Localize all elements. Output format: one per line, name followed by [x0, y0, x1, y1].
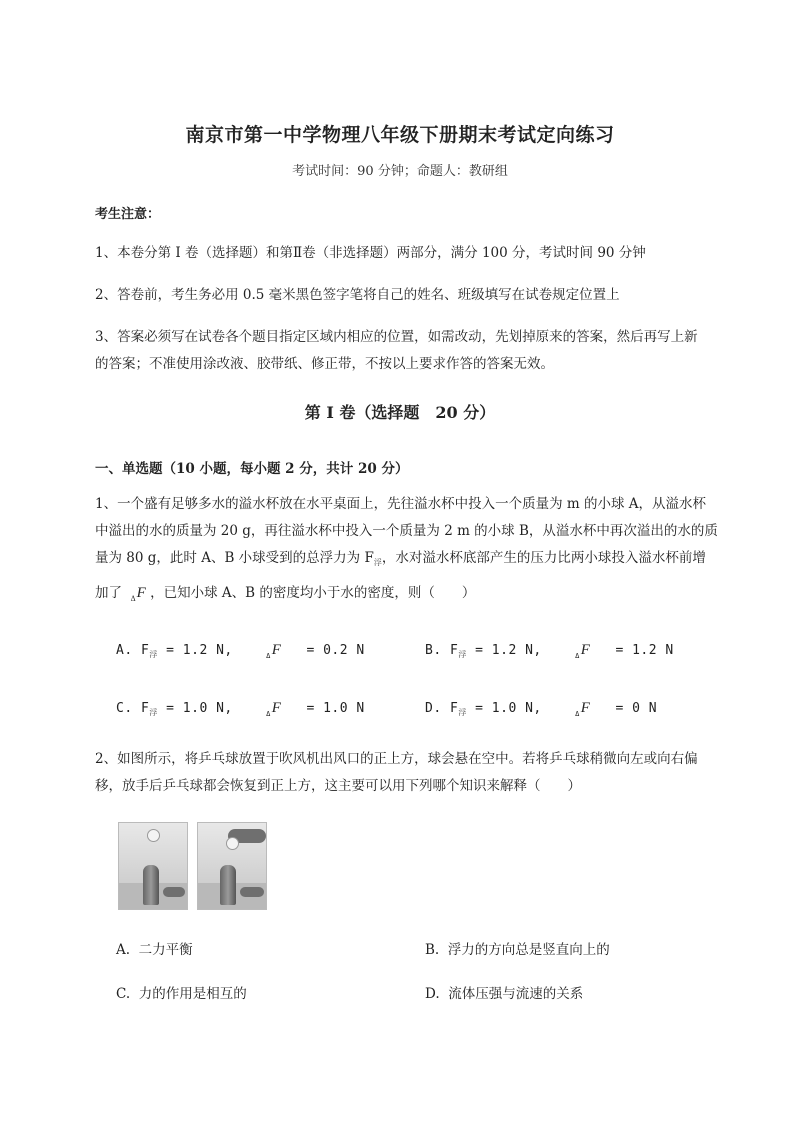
- q1-option-b[interactable]: [425, 642, 674, 660]
- q2-line-2: 移，放手后乒乓球都会恢复到正上方，这主要可以用下列哪个知识来解释（ ）: [95, 778, 581, 794]
- notice-item-3: 3、答案必须写在试卷各个题目指定区域内相应的位置，如需改动，先划掉原来的答案，然后再写上新: [95, 329, 698, 345]
- ping-pong-ball: [226, 837, 239, 850]
- option-force-sub: 浮: [149, 708, 158, 717]
- hair-dryer: [220, 865, 236, 905]
- q1-line-3: [95, 545, 706, 576]
- delta-symbol: Δ: [266, 652, 271, 660]
- option-force-sub: 浮: [458, 708, 467, 717]
- section-title: 第 I 卷（选择题 20 分）: [304, 403, 496, 422]
- q2-option-b[interactable]: [425, 938, 610, 958]
- notice-heading: 考生注意：: [95, 207, 161, 222]
- notice-item-2: 2、答卷前，考生务必用 0.5 毫米黑色签字笔将自己的姓名、班级填写在试卷规定位置上: [95, 287, 620, 303]
- q2-option-d[interactable]: [425, 982, 583, 1002]
- option-float-value: = 1.2 N,: [475, 643, 542, 658]
- option-force: F: [449, 643, 459, 658]
- force-symbol: F: [136, 585, 146, 601]
- delta-symbol: Δ: [130, 595, 136, 603]
- ping-pong-ball: [147, 829, 160, 842]
- notice-item-1: 1、本卷分第 I 卷（选择题）和第Ⅱ卷（非选择题）两部分，满分 100 分，考试时间 90 分钟: [95, 245, 646, 261]
- option-text: 力的作用是相互的: [138, 986, 247, 1002]
- q1-line-2: 中溢出的水的质量为 20 g，再往溢水杯中投入一个质量为 2 m 的小球 B，从溢水杯中再次溢出的水的质: [95, 523, 718, 539]
- exam-subtitle: 考试时间：90 分钟；命题人：教研组: [292, 164, 508, 179]
- q1-line-3-text: 量为 80 g，此时 A、B 小球受到的总浮力为 F: [95, 550, 374, 566]
- delta-symbol: Δ: [575, 652, 580, 660]
- q1-option-c[interactable]: [116, 700, 365, 718]
- q2-figure-left: [118, 822, 188, 910]
- q2-figure-right: [197, 822, 267, 910]
- option-delta-value: = 1.0 N: [306, 701, 365, 716]
- option-force-sub: 浮: [458, 650, 467, 659]
- delta-symbol: Δ: [266, 710, 271, 718]
- hair-dryer: [143, 865, 159, 905]
- delta-symbol: Δ: [575, 710, 580, 718]
- option-force-sub: 浮: [149, 650, 158, 659]
- q2-option-a[interactable]: [116, 938, 193, 958]
- option-float-value: = 1.0 N,: [166, 701, 233, 716]
- force-symbol: F: [271, 700, 282, 716]
- q2-line-1: 2、如图所示，将乒乓球放置于吹风机出风口的正上方，球会悬在空中。若将乒乓球稍微向左或向右偏: [95, 751, 698, 767]
- option-delta-value: = 0.2 N: [306, 643, 365, 658]
- force-symbol: F: [580, 700, 591, 716]
- q1-line-4-post: ，已知小球 A、B 的密度均小于水的密度，则（ ）: [145, 585, 476, 601]
- option-force: F: [140, 643, 150, 658]
- hand: [163, 887, 185, 897]
- option-letter: B.: [425, 643, 442, 658]
- notice-item-3-cont: 的答案；不准使用涂改液、胶带纸、修正带，不按以上要求作答的答案无效。: [95, 356, 554, 372]
- part-heading: 一、单选题（10 小题，每小题 2 分，共计 20 分）: [95, 461, 409, 477]
- q1-line-1: 1、一个盛有足够多水的溢水杯放在水平桌面上，先往溢水杯中投入一个质量为 m 的小球 A，从溢水杯: [95, 496, 707, 512]
- option-letter: C.: [116, 986, 131, 1002]
- option-delta-value: = 0 N: [615, 701, 658, 716]
- option-text: 流体压强与流速的关系: [448, 986, 584, 1002]
- q2-option-c[interactable]: [116, 982, 247, 1002]
- q1-line-4: [95, 580, 475, 613]
- q1-option-d[interactable]: [425, 700, 657, 718]
- option-delta-value: = 1.2 N: [615, 643, 674, 658]
- option-letter: D.: [425, 701, 442, 716]
- q1-line-4-pre: 加了: [95, 585, 131, 601]
- option-letter: A.: [116, 942, 131, 958]
- option-letter: D.: [425, 986, 440, 1002]
- q1-option-a[interactable]: [116, 642, 365, 660]
- option-text: 浮力的方向总是竖直向上的: [447, 942, 610, 958]
- option-letter: A.: [116, 643, 133, 658]
- option-float-value: = 1.2 N,: [166, 643, 233, 658]
- float-subscript: 浮: [373, 558, 382, 567]
- option-float-value: = 1.0 N,: [475, 701, 542, 716]
- option-force: F: [140, 701, 150, 716]
- option-force: F: [449, 701, 459, 716]
- option-text: 二力平衡: [138, 942, 193, 958]
- exam-title: 南京市第一中学物理八年级下册期末考试定向练习: [185, 124, 615, 146]
- option-letter: B.: [425, 942, 440, 958]
- option-letter: C.: [116, 701, 133, 716]
- force-symbol: F: [271, 642, 282, 658]
- q1-line-3-tail: ，水对溢水杯底部产生的压力比两小球投入溢水杯前增: [381, 550, 706, 566]
- hand: [240, 887, 264, 897]
- force-symbol: F: [580, 642, 591, 658]
